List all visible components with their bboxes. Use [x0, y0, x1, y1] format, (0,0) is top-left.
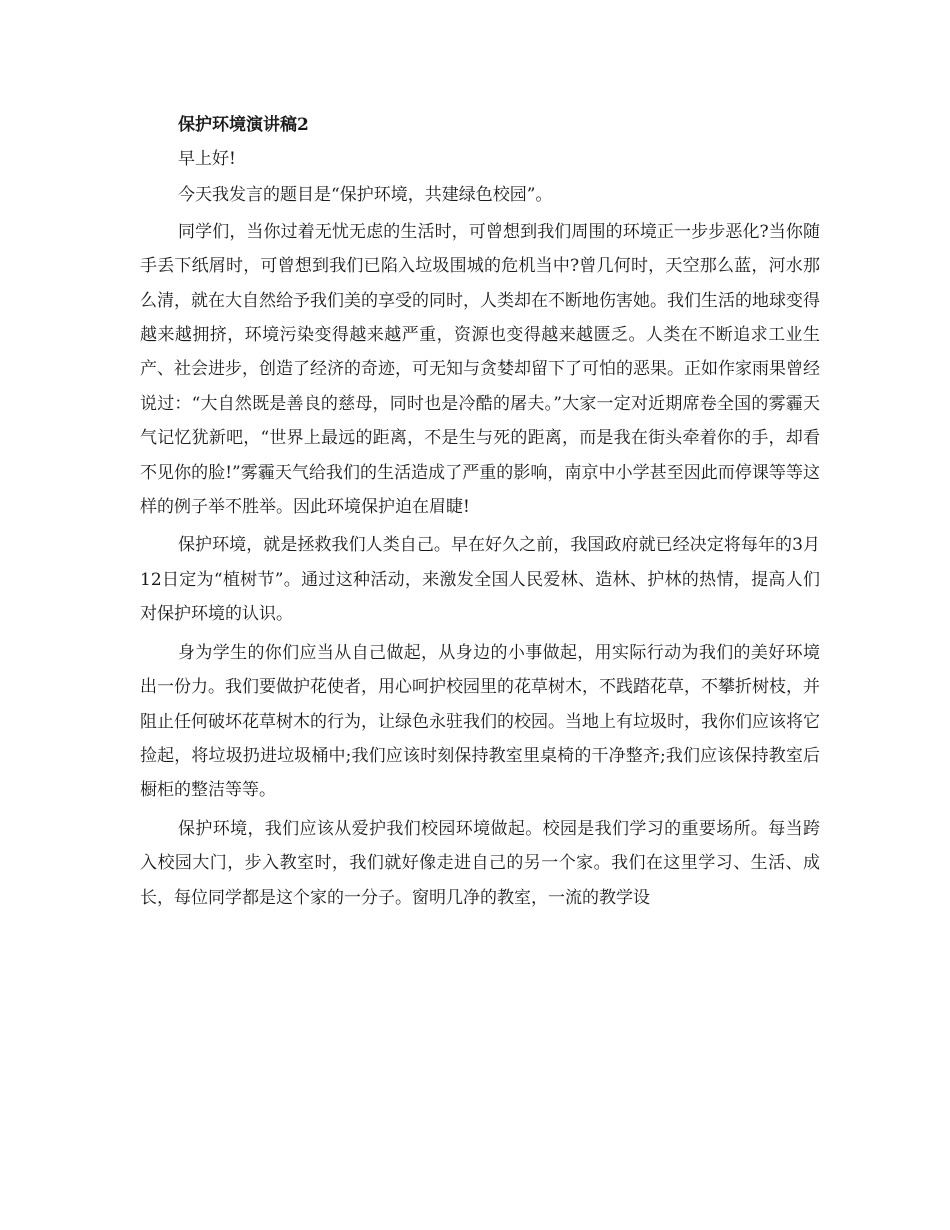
- document-title: 保护环境演讲稿2: [178, 115, 309, 135]
- paragraph-topic: 今天我发言的题目是“保护环境，共建绿色校园”。: [178, 185, 553, 206]
- paragraph-greeting: 早上好!: [178, 149, 236, 169]
- paragraph-student-actions: 身为学生的你们应当从自己做起，从身边的小事做起，用实际行动为我们的美好环境出一份力。我们要做护花使者，用心呵护校园里的花草树木，不践踏花草，不攀折树枝，并阻止任何破坏花草树木的行为，让绿色永驻我们的校园。当地上有垃圾时，我你们应该将它捡起，将垃圾扔进垃圾桶中;我们应该时刻保持教室里桌椅的干净整齐;我们应该保持教室后橱柜的整洁等等。: [140, 642, 820, 801]
- paragraph-arbor-day: 保护环境，就是拯救我们人类自己。早在好久之前，我国政府就已经决定将每年的3月12日定为“植树节”。通过这种活动，来激发全国人民爱林、造林、护林的热情，提高人们对保护环境的认识。: [140, 535, 820, 625]
- paragraph-campus-environment: 保护环境，我们应该从爱护我们校园环境做起。校园是我们学习的重要场所。每当跨入校园大门，步入教室时，我们就好像走进自己的另一个家。我们在这里学习、生活、成长，每位同学都是这个家的一分子。窗明几净的教室，一流的教学设: [140, 818, 820, 908]
- document-body: [140, 108, 820, 915]
- paragraph-environment-crisis: 同学们，当你过着无忧无虑的生活时，可曾想到我们周围的环境正一步步恶化?当你随手丢下纸屑时，可曾想到我们已陷入垃圾围城的危机当中?曾几何时，天空那么蓝，河水那么清，就在大自然给予我们美的享受的同时，人类却在不断地伤害她。我们生活的地球变得越来越拥挤，环境污染变得越来越严重，资源也变得越来越匮乏。人类在不断追求工业生产、社会进步，创造了经济的奇迹，可无知与贪婪却留下了可怕的恶果。正如作家雨果曾经说过：“大自然既是善良的慈母，同时也是冷酷的屠夫。”大家一定对近期席卷全国的雾霾天气记忆犹新吧，“世界上最远的距离，不是生与死的距离，而是我在街头牵着你的手，却看不见你的脸!”雾霾天气给我们的生活造成了严重的影响，南京中小学甚至因此而停课等等这样的例子举不胜举。因此环境保护迫在眉睫!: [140, 221, 820, 518]
